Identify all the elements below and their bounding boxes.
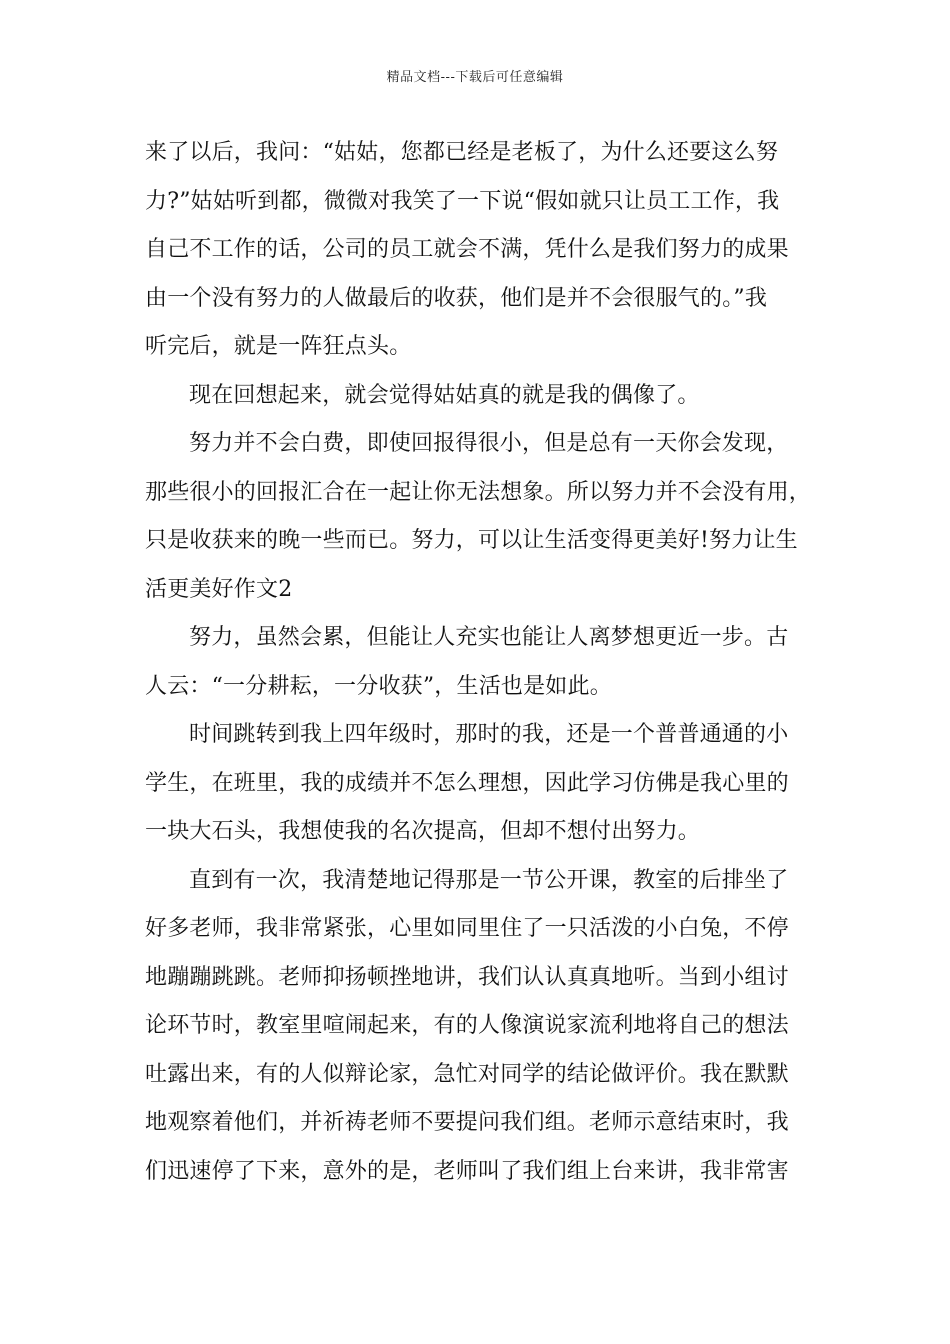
text-line: 听完后，就是一阵狂点头。 [145,334,412,359]
text-line: 学生，在班里，我的成绩并不怎么理想，因此学习仿佛是我心里的 [145,770,789,796]
text-line: 来了以后，我问：“姑姑，您都已经是老板了，为什么还要这么努 [145,140,779,165]
text-line: 地观察着他们，并祈祷老师不要提问我们组。老师示意结束时，我 [145,1110,789,1135]
text-line: 只是收获来的晚一些而已。努力，可以让生活变得更美好!努力让生 [145,528,798,553]
text-line: 人云：“一分耕耘，一分收获”，生活也是如此。 [145,673,612,699]
text-line: 活更美好作文2 [145,576,293,602]
text-line: 那些很小的回报汇合在一起让你无法想象。所以努力并不会没有用， [145,479,812,505]
text-line: 自己不工作的话，公司的员工就会不满，凭什么是我们努力的成果 [145,237,789,262]
text-line: 努力，虽然会累，但能让人充实也能让人离梦想更近一步。古 [189,625,789,650]
text-line: 地蹦蹦跳跳。老师抑扬顿挫地讲，我们认认真真地听。当到小组讨 [145,964,789,990]
text-line: 论环节时，教室里喧闹起来，有的人像演说家流利地将自己的想法 [145,1013,789,1038]
page-header: 精品文档---下载后可任意编辑 [386,70,564,85]
text-line: 好多老师，我非常紧张，心里如同里住了一只活泼的小白兔，不停 [145,916,789,941]
text-line: 吐露出来，有的人似辩论家，急忙对同学的结论做评价。我在默默 [145,1061,789,1087]
text-line: 力?”姑姑听到都，微微对我笑了一下说“假如就只让员工工作，我 [145,188,780,214]
text-line: 们迅速停了下来，意外的是，老师叫了我们组上台来讲，我非常害 [145,1158,789,1184]
text-line: 现在回想起来，就会觉得姑姑真的就是我的偶像了。 [189,382,700,408]
text-line: 时间跳转到我上四年级时，那时的我，还是一个普普通通的小 [189,722,789,747]
text-line: 直到有一次，我清楚地记得那是一节公开课，教室的后排坐了 [189,867,789,893]
text-line: 努力并不会白费，即使回报得很小，但是总有一天你会发现， [189,431,789,456]
body-text [145,129,815,1196]
text-line: 由一个没有努力的人做最后的收获，他们是并不会很服气的。”我 [145,285,768,311]
text-line: 一块大石头，我想使我的名次提高，但却不想付出努力。 [145,819,701,844]
